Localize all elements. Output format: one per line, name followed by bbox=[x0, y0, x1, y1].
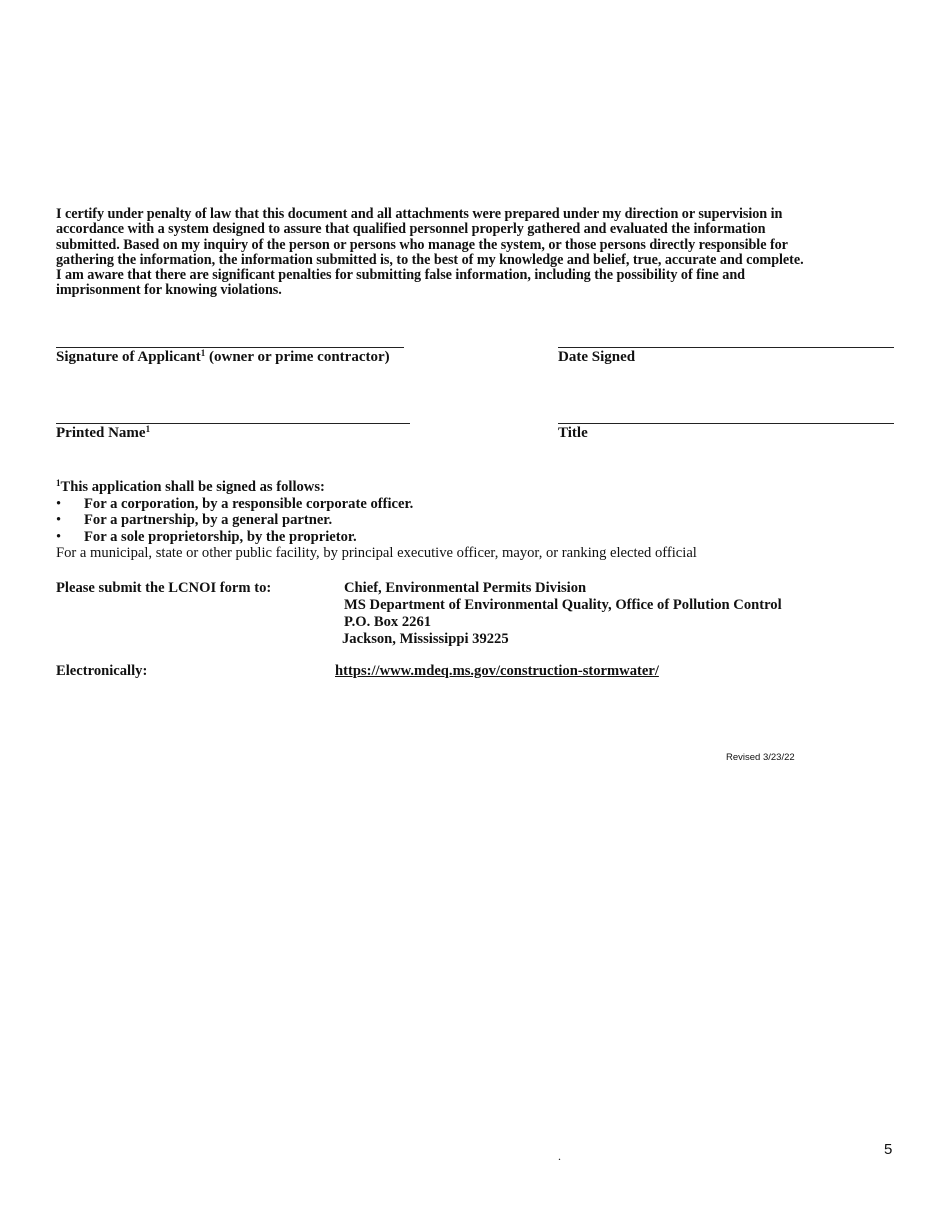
certification-line: I am aware that there are significant penalties for submitting false information, including the possibility of fine and bbox=[56, 267, 745, 284]
list-item-text: For a sole proprietorship, by the proprietor. bbox=[84, 528, 357, 545]
date-signed-line[interactable] bbox=[558, 347, 894, 348]
title-label: Title bbox=[558, 425, 588, 441]
list-item bbox=[56, 496, 697, 513]
certification-line: gathering the information, the information submitted is, to the best of my knowledge and belief, true, accurate and complete. bbox=[56, 251, 804, 268]
certification-line: I certify under penalty of law that this document and all attachments were prepared under my direction or supervision in bbox=[56, 206, 783, 222]
date-signed-label: Date Signed bbox=[558, 349, 636, 365]
signature-line[interactable] bbox=[56, 347, 404, 348]
list-item-text: For a partnership, by a general partner. bbox=[84, 512, 333, 528]
title-line[interactable] bbox=[558, 423, 894, 424]
bullet-icon: • bbox=[56, 528, 62, 545]
address-line: MS Department of Environmental Quality, Office of Pollution Control bbox=[344, 597, 782, 613]
signature-label-text: Signature of Applicant bbox=[56, 349, 201, 365]
list-item bbox=[56, 512, 697, 529]
certification-line: submitted. Based on my inquiry of the person or persons who manage the system, or those persons directly responsible for bbox=[56, 236, 788, 253]
signature-of-applicant-label bbox=[56, 349, 390, 366]
certification-statement bbox=[56, 207, 890, 299]
signer-instructions bbox=[56, 479, 697, 562]
signer-heading-text: This application shall be signed as follows: bbox=[60, 479, 325, 495]
stormwater-website-link[interactable]: https://www.mdeq.ms.gov/construction-stormwater/ bbox=[335, 663, 659, 679]
printed-name-label bbox=[56, 425, 150, 442]
footnote-mark: 1 bbox=[145, 424, 151, 434]
bullet-icon: • bbox=[56, 512, 62, 528]
footnote-mark: 1 bbox=[200, 348, 206, 358]
stray-mark: . bbox=[558, 1149, 561, 1163]
page-number: 5 bbox=[884, 1141, 893, 1158]
revision-date: Revised 3/23/22 bbox=[726, 752, 795, 763]
footnote-mark: 1 bbox=[56, 478, 61, 488]
electronically-label: Electronically: bbox=[56, 663, 148, 679]
printed-name-text: Printed Name bbox=[56, 425, 146, 441]
address-line: Chief, Environmental Permits Division bbox=[344, 580, 587, 596]
address-line: Jackson, Mississippi 39225 bbox=[342, 631, 509, 647]
certification-line: accordance with a system designed to assure that qualified personnel properly gathered and evaluated the information bbox=[56, 221, 766, 238]
signer-heading bbox=[56, 479, 697, 496]
mailing-address bbox=[344, 580, 782, 648]
public-facility-note: For a municipal, state or other public facility, by principal executive officer, mayor, or ranking elected official bbox=[56, 545, 697, 561]
list-item-text: For a corporation, by a responsible corporate officer. bbox=[84, 495, 414, 512]
bullet-icon: • bbox=[56, 495, 62, 512]
signature-label-suffix: (owner or prime contractor) bbox=[205, 349, 390, 365]
submit-label: Please submit the LCNOI form to: bbox=[56, 580, 272, 596]
list-item bbox=[56, 529, 697, 546]
address-line: P.O. Box 2261 bbox=[344, 614, 432, 630]
printed-name-line[interactable] bbox=[56, 423, 410, 424]
certification-line: imprisonment for knowing violations. bbox=[56, 282, 282, 299]
